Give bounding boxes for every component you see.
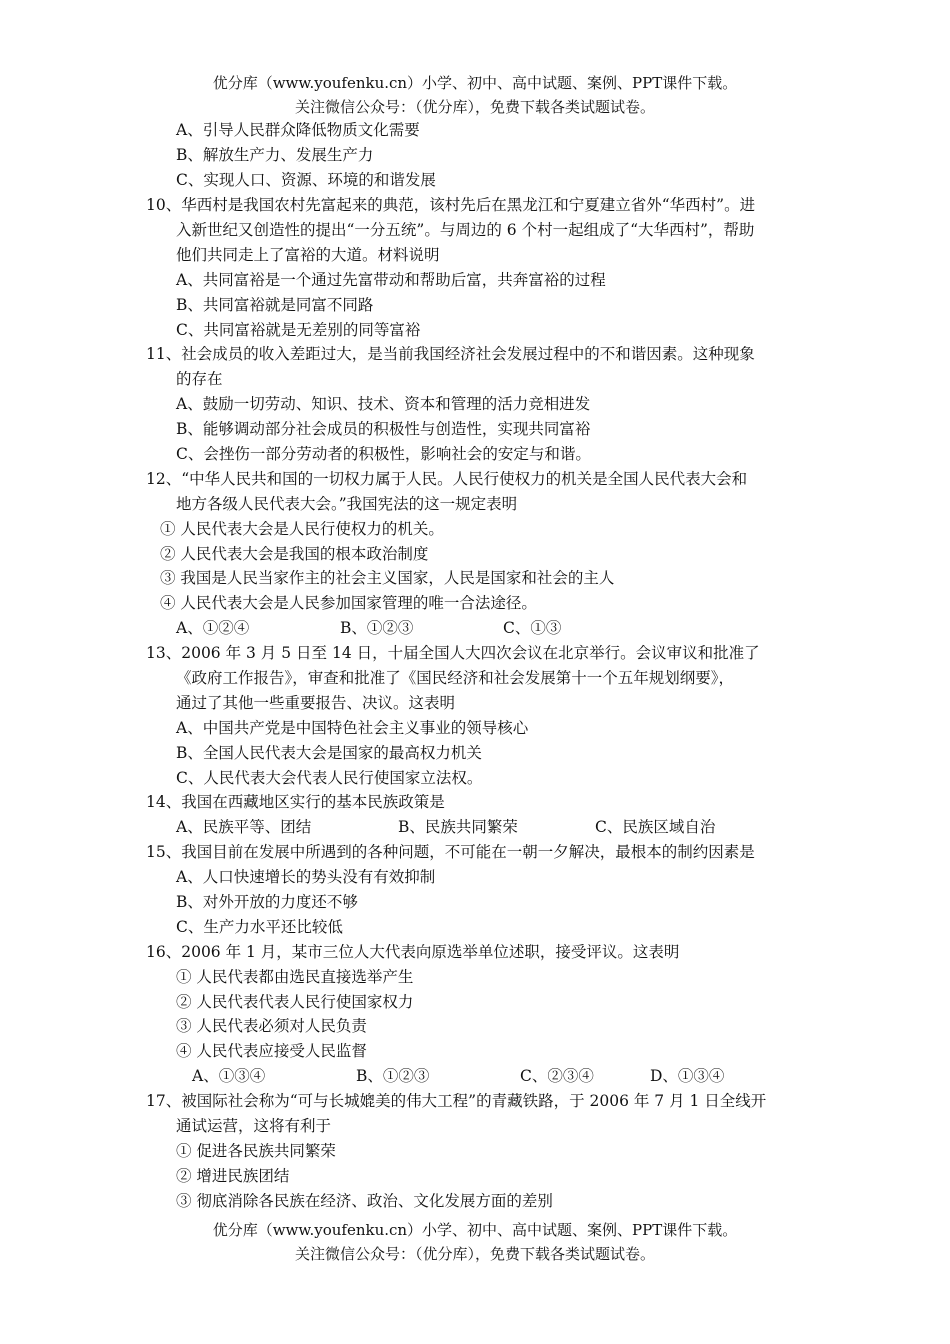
header-line-1: 优分库（www.youfenku.cn）小学、初中、高中试题、案例、PPT课件下载。 <box>212 74 738 92</box>
q16-item-4: ④ 人民代表应接受人民监督 <box>176 1042 367 1060</box>
q10-option-c: C、共同富裕就是无差别的同等富裕 <box>176 321 421 339</box>
q14-option-b: B、民族共同繁荣 <box>398 818 518 836</box>
q12-item-1: ① 人民代表大会是人民行使权力的机关。 <box>160 520 444 538</box>
q15-option-c: C、生产力水平还比较低 <box>176 918 343 936</box>
q11-option-c: C、会挫伤一部分劳动者的积极性，影响社会的安定与和谐。 <box>176 445 591 463</box>
q12-option-c: C、①③ <box>503 619 562 637</box>
q16-option-c: C、②③④ <box>520 1067 594 1085</box>
q17-item-3: ③ 彻底消除各民族在经济、政治、文化发展方面的差别 <box>176 1192 553 1210</box>
q12-item-2: ② 人民代表大会是我国的根本政治制度 <box>160 545 429 563</box>
q11-option-b: B、能够调动部分社会成员的积极性与创造性，实现共同富裕 <box>176 420 591 438</box>
q12-stem-line-2: 地方各级人民代表大会。”我国宪法的这一规定表明 <box>176 495 518 513</box>
q16-option-d: D、①③④ <box>650 1067 725 1085</box>
q16-item-3: ③ 人民代表必须对人民负责 <box>176 1017 367 1035</box>
q9-option-c: C、实现人口、资源、环境的和谐发展 <box>176 171 436 189</box>
q17-item-2: ② 增进民族团结 <box>176 1167 290 1185</box>
q15-option-a: A、人口快速增长的势头没有有效抑制 <box>176 868 436 886</box>
q12-item-3: ③ 我国是人民当家作主的社会主义国家，人民是国家和社会的主人 <box>160 569 615 587</box>
q10-option-a: A、共同富裕是一个通过先富带动和帮助后富，共奔富裕的过程 <box>176 271 606 289</box>
q16-item-2: ② 人民代表代表人民行使国家权力 <box>176 993 414 1011</box>
q12-item-4: ④ 人民代表大会是人民参加国家管理的唯一合法途径。 <box>160 594 537 612</box>
q17-stem-line-2: 通试运营，这将有利于 <box>176 1117 332 1135</box>
header-line-2: 关注微信公众号：（优分库），免费下载各类试题试卷。 <box>294 98 655 116</box>
q12-stem-line-1: 12、“中华人民共和国的一切权力属于人民。人民行使权力的机关是全国人民代表大会和 <box>146 470 748 488</box>
q10-stem-line-3: 他们共同走上了富裕的大道。材料说明 <box>176 246 440 264</box>
q13-stem-line-2: 《政府工作报告》，审查和批准了《国民经济和社会发展第十一个五年规划纲要》， <box>176 669 735 687</box>
q16-stem: 16、2006 年 1 月，某市三位人大代表向原选举单位述职，接受评议。这表明 <box>146 943 680 961</box>
footer-line-2: 关注微信公众号：（优分库），免费下载各类试题试卷。 <box>294 1245 655 1263</box>
footer-line-1: 优分库（www.youfenku.cn）小学、初中、高中试题、案例、PPT课件下载。 <box>212 1221 738 1239</box>
q14-option-c: C、民族区域自治 <box>595 818 716 836</box>
q13-option-a: A、中国共产党是中国特色社会主义事业的领导核心 <box>176 719 529 737</box>
q13-stem-line-1: 13、2006 年 3 月 5 日至 14 日，十届全国人大四次会议在北京举行。会议审议和批准了 <box>146 644 760 662</box>
q12-option-a: A、①②④ <box>176 619 250 637</box>
q17-item-1: ① 促进各民族共同繁荣 <box>176 1142 336 1160</box>
q11-stem-line-1: 11、社会成员的收入差距过大，是当前我国经济社会发展过程中的不和谐因素。这种现象 <box>146 345 755 363</box>
q15-option-b: B、对外开放的力度还不够 <box>176 893 358 911</box>
q13-option-c: C、人民代表大会代表人民行使国家立法权。 <box>176 769 483 787</box>
q15-stem: 15、我国目前在发展中所遇到的各种问题，不可能在一朝一夕解决，最根本的制约因素是 <box>146 843 755 861</box>
q11-option-a: A、鼓励一切劳动、知识、技术、资本和管理的活力竞相进发 <box>176 395 591 413</box>
q10-option-b: B、共同富裕就是同富不同路 <box>176 296 374 314</box>
q13-stem-line-3: 通过了其他一些重要报告、决议。这表明 <box>176 694 456 712</box>
q10-stem-line-2: 入新世纪又创造性的提出“一分五统”。与周边的 6 个村一起组成了“大华西村”，帮助 <box>176 221 755 239</box>
q11-stem-line-2: 的存在 <box>176 370 223 388</box>
q16-options-row <box>0 1064 950 1088</box>
q16-option-a: A、①③④ <box>192 1067 266 1085</box>
q12-option-b: B、①②③ <box>340 619 414 637</box>
q17-stem-line-1: 17、被国际社会称为“可与长城媲美的伟大工程”的青藏铁路，于 2006 年 7 月 1 日全线开 <box>146 1092 767 1110</box>
q10-stem-line-1: 10、华西村是我国农村先富起来的典范，该村先后在黑龙江和宁夏建立省外“华西村”。进 <box>146 196 756 214</box>
q13-option-b: B、全国人民代表大会是国家的最高权力机关 <box>176 744 482 762</box>
q14-option-a: A、民族平等、团结 <box>176 818 312 836</box>
q9-option-a: A、引导人民群众降低物质文化需要 <box>176 121 420 139</box>
q14-stem: 14、我国在西藏地区实行的基本民族政策是 <box>146 793 445 811</box>
q9-option-b: B、解放生产力、发展生产力 <box>176 146 374 164</box>
q12-options-row <box>0 616 950 640</box>
q14-options-row <box>0 815 950 839</box>
q16-item-1: ① 人民代表都由选民直接选举产生 <box>176 968 414 986</box>
q16-option-b: B、①②③ <box>356 1067 430 1085</box>
